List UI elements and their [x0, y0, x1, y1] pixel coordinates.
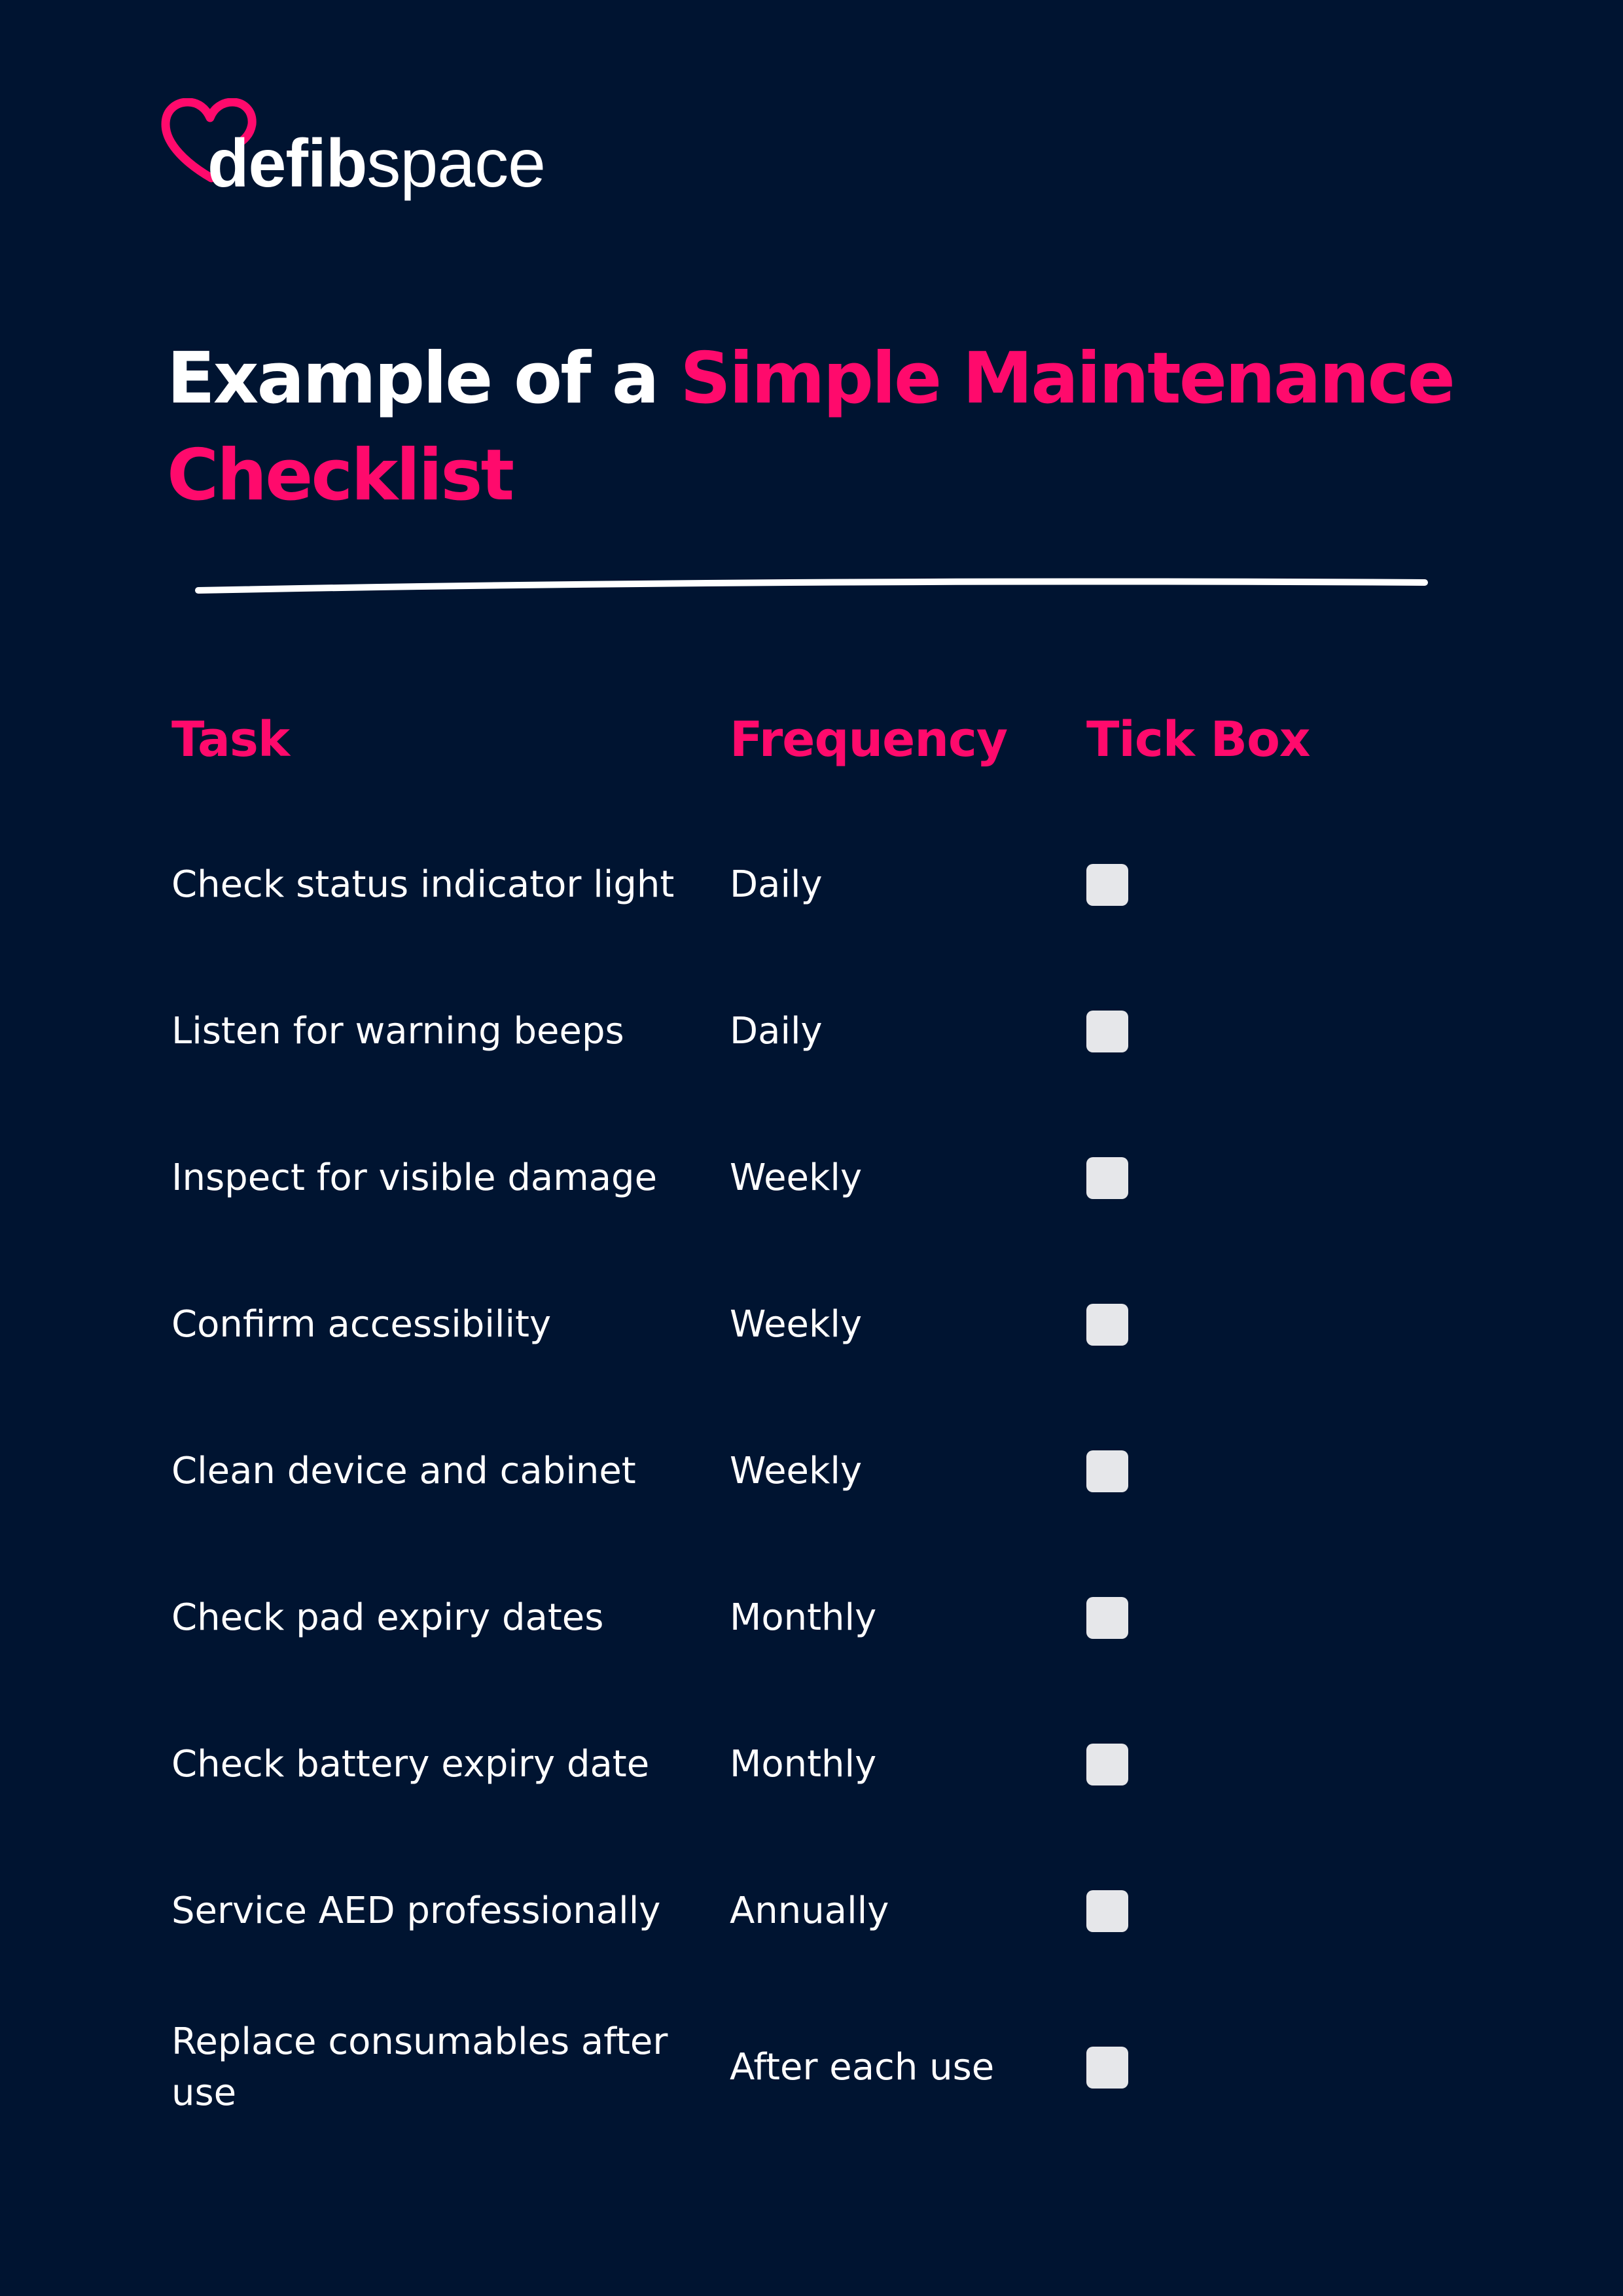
tick-box-checkbox[interactable] [1086, 864, 1128, 906]
tick-box-checkbox[interactable] [1086, 2047, 1128, 2089]
task-cell: Replace consumables after use [171, 2020, 668, 2114]
page-title [167, 331, 1476, 524]
task-cell: Inspect for visible damage [171, 1157, 658, 1199]
task-cell: Check status indicator light [171, 863, 675, 906]
task-cell: Listen for warning beeps [171, 1010, 624, 1052]
table-row [0, 1398, 1623, 1545]
frequency-cell: Weekly [730, 1303, 863, 1346]
tick-box-checkbox[interactable] [1086, 1597, 1128, 1639]
task-cell: Check pad expiry dates [171, 1596, 604, 1639]
frequency-cell: Daily [730, 1010, 823, 1052]
page-title-accent: Simple Maintenance Checklist [167, 338, 1454, 516]
table-row [0, 1105, 1623, 1251]
table-row [0, 812, 1623, 958]
table-row [0, 1691, 1623, 1838]
page-title-plain: Example of a [167, 338, 681, 420]
task-cell: Check battery expiry date [171, 1743, 650, 1785]
tick-box-checkbox[interactable] [1086, 1890, 1128, 1932]
frequency-cell: After each use [730, 2046, 995, 2089]
task-cell: Confirm accessibility [171, 1303, 552, 1346]
frequency-cell: Annually [730, 1890, 889, 1932]
tick-box-checkbox[interactable] [1086, 1744, 1128, 1785]
title-underline [193, 569, 1430, 596]
column-header-tick-box: Tick Box [1086, 711, 1310, 768]
frequency-cell: Weekly [730, 1450, 863, 1492]
brand-wordmark [207, 126, 545, 202]
column-header-task: Task [171, 711, 290, 768]
frequency-cell: Monthly [730, 1743, 877, 1785]
table-row [0, 958, 1623, 1105]
frequency-cell: Monthly [730, 1596, 877, 1639]
task-cell: Service AED professionally [171, 1890, 661, 1932]
tick-box-checkbox[interactable] [1086, 1011, 1128, 1052]
brand-wordmark-bold: defib [207, 126, 367, 202]
tick-box-checkbox[interactable] [1086, 1450, 1128, 1492]
table-row [0, 1838, 1623, 1984]
frequency-cell: Daily [730, 863, 823, 906]
task-cell: Clean device and cabinet [171, 1450, 636, 1492]
column-header-frequency: Frequency [730, 711, 1008, 768]
tick-box-checkbox[interactable] [1086, 1157, 1128, 1199]
brand-wordmark-light: space [366, 126, 545, 202]
brand-logo [160, 98, 553, 209]
table-row [0, 1545, 1623, 1691]
tick-box-checkbox[interactable] [1086, 1304, 1128, 1346]
table-row [0, 1994, 1623, 2141]
table-row [0, 1251, 1623, 1398]
frequency-cell: Weekly [730, 1157, 863, 1199]
